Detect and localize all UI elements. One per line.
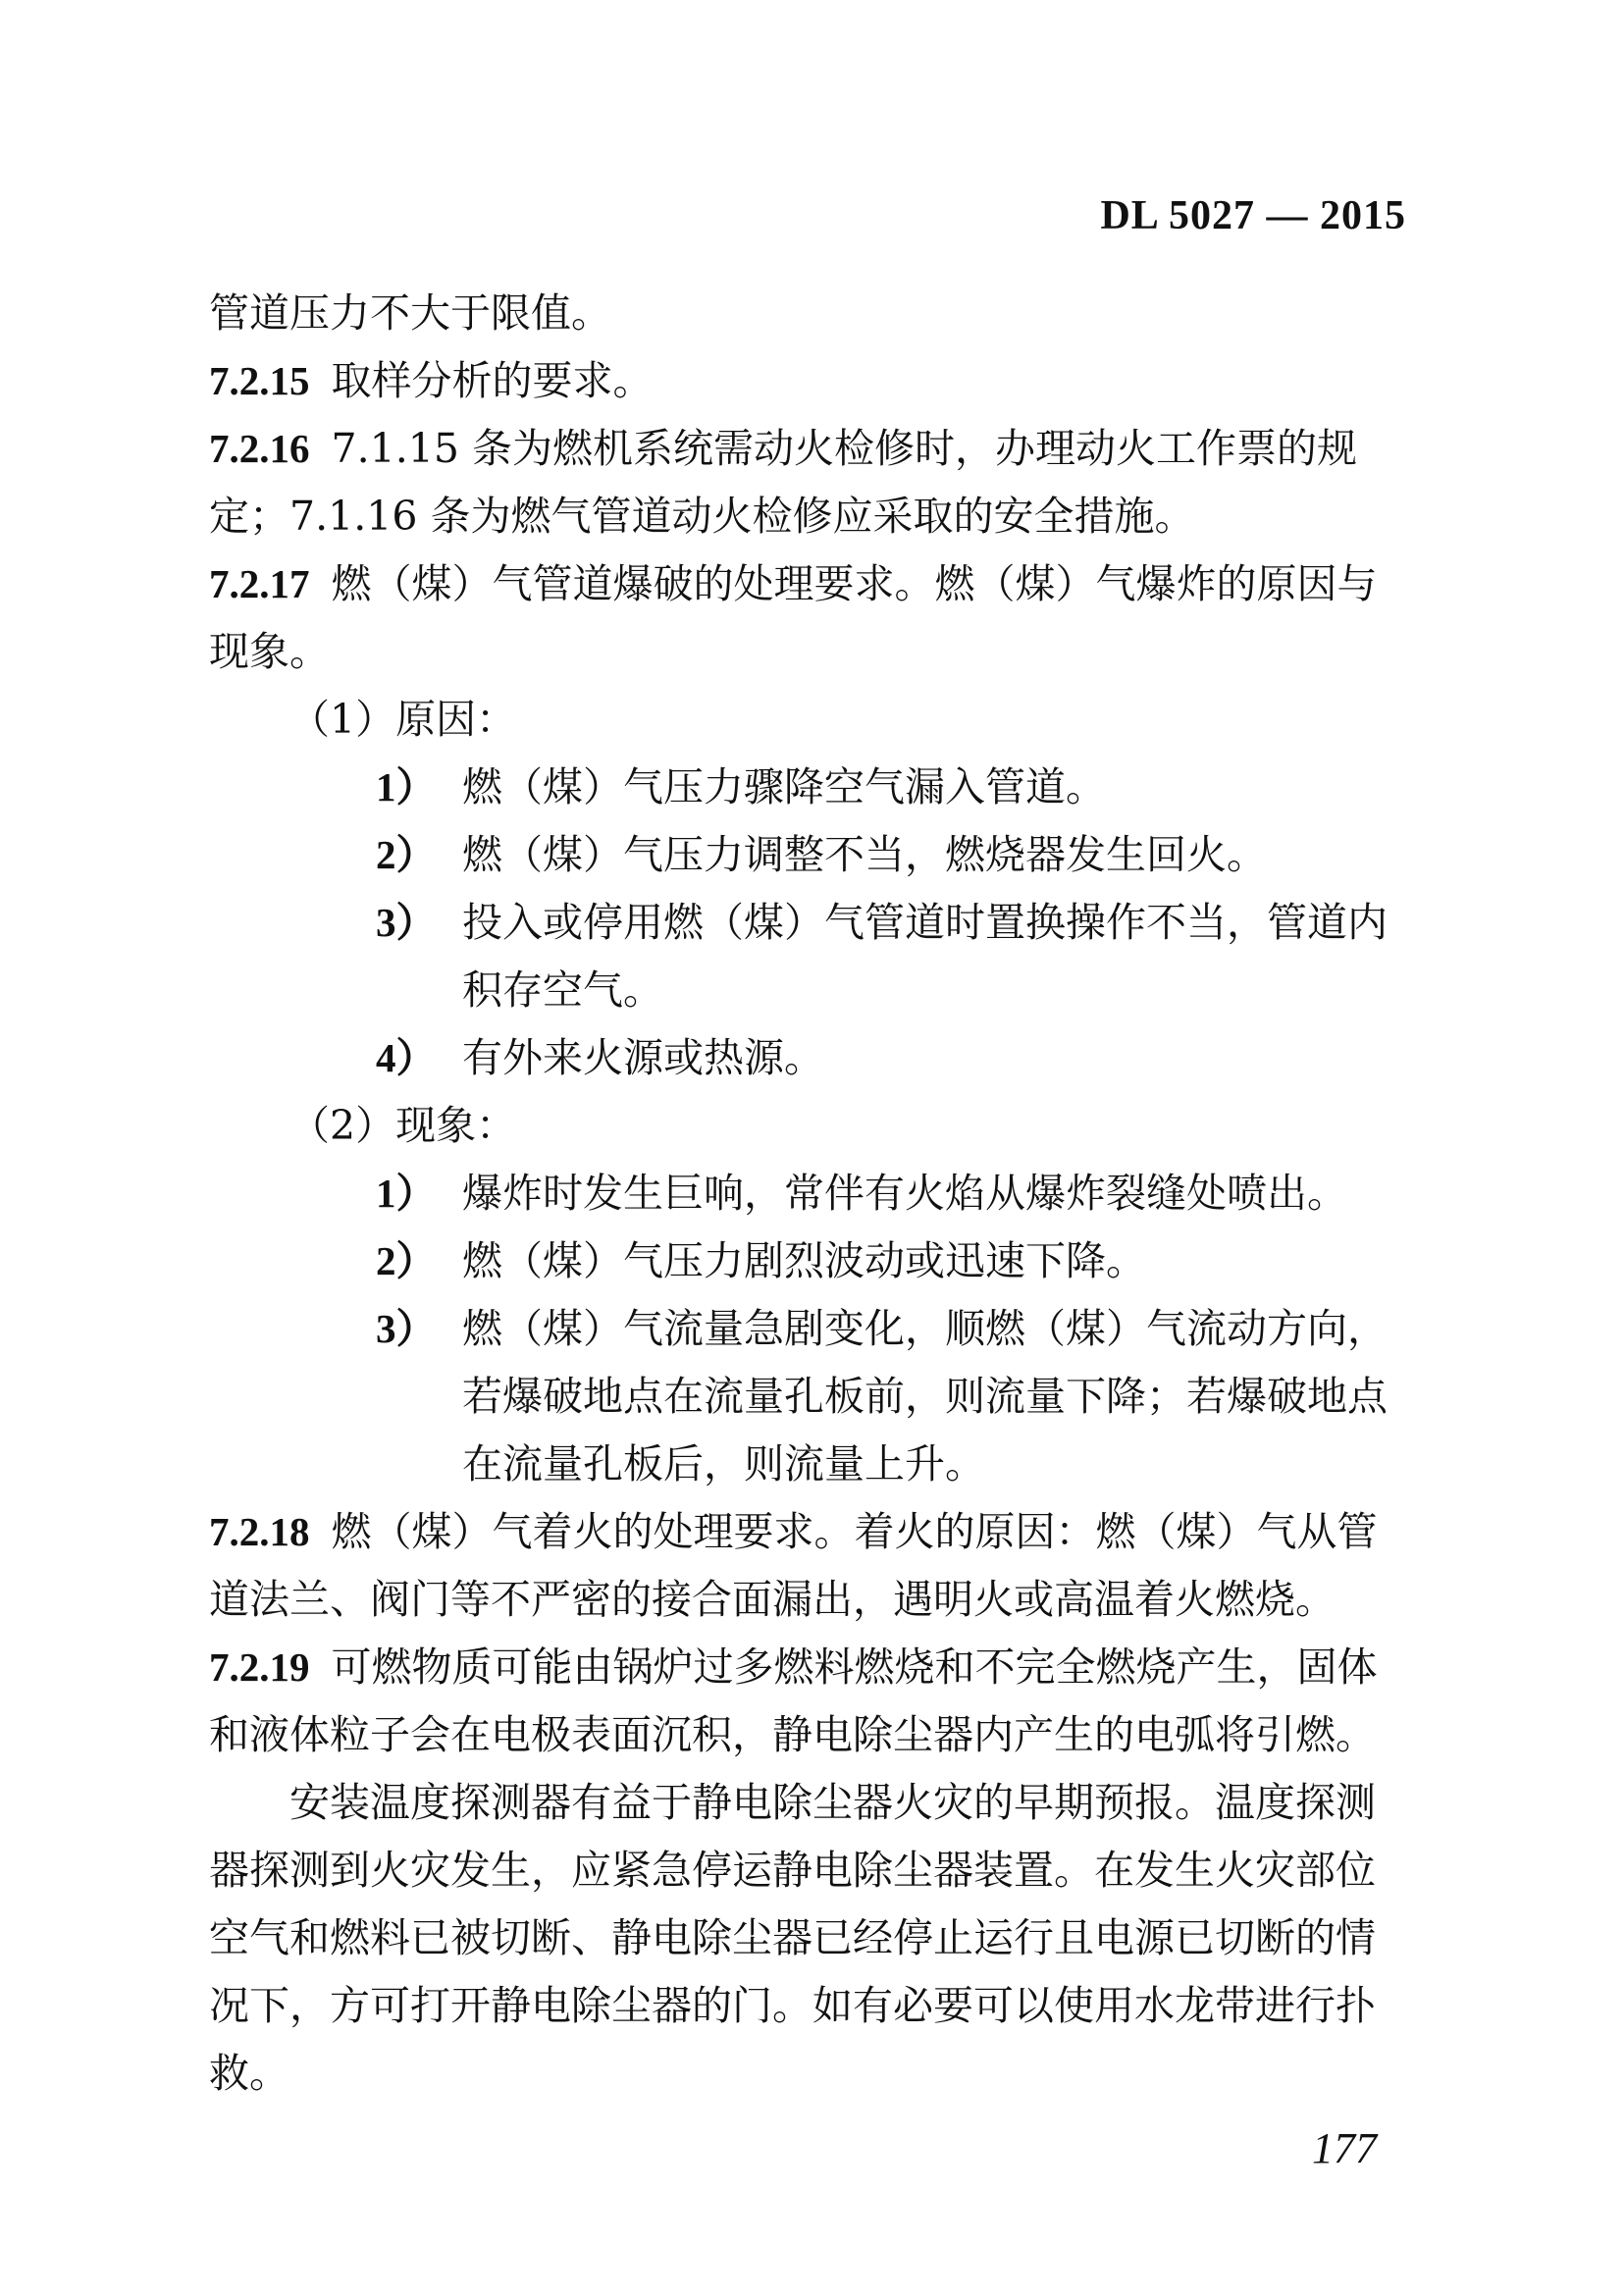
page-number: 177 [1312, 2124, 1377, 2172]
list-item-text: 燃（煤）气流量急剧变化，顺燃（煤）气流动方向，若爆破地点在流量孔板前，则流量下降；若爆破地点在流量孔板后，则流量上升。 [462, 1305, 1388, 1487]
phenomenon-heading: （2）现象： [289, 1102, 517, 1149]
clause-number: 7.2.15 [209, 358, 310, 403]
clause-text: 燃（煤）气管道爆破的处理要求。燃（煤）气爆炸的原因与现象。 [209, 560, 1378, 675]
list-item-number: 1） [376, 1171, 437, 1216]
list-item-text: 有外来火源或热源。 [462, 1034, 824, 1081]
clause-7-2-16 [209, 415, 1408, 550]
list-item-text: 燃（煤）气压力调整不当，燃烧器发生回火。 [462, 831, 1267, 878]
list-item-number: 4） [376, 1035, 437, 1080]
list-item [209, 821, 1408, 889]
clause-7-2-19 [209, 1634, 1408, 1769]
clause-text: 燃（煤）气着火的处理要求。着火的原因：燃（煤）气从管道法兰、阀门等不严密的接合面漏出，遇明火或高温着火燃烧。 [209, 1508, 1378, 1623]
list-item [209, 889, 1408, 1024]
list-item-number: 2） [376, 832, 437, 877]
list-item-number: 3） [376, 1306, 437, 1351]
clause-text: 7.1.15 条为燃机系统需动火检修时，办理动火工作票的规定；7.1.16 条为燃气管道动火检修应采取的安全措施。 [209, 425, 1357, 540]
list-item [209, 1024, 1408, 1092]
document-body [209, 280, 1408, 2108]
body-paragraph: 安装温度探测器有益于静电除尘器火灾的早期预报。温度探测器探测到火灾发生，应紧急停运静电除尘器装置。在发生火灾部位空气和燃料已被切断、静电除尘器已经停止运行且电源已切断的情况下，方可打开静电除尘器的门。如有必要可以使用水龙带进行扑救。 [209, 1779, 1376, 2097]
list-item-number: 1） [376, 764, 437, 809]
clause-text: 可燃物质可能由锅炉过多燃料燃烧和不完全燃烧产生，固体和液体粒子会在电极表面沉积，静电除尘器内产生的电弧将引燃。 [209, 1643, 1378, 1758]
list-item-text: 燃（煤）气压力骤降空气漏入管道。 [462, 763, 1106, 810]
list-item [209, 1160, 1408, 1227]
list-item-number: 2） [376, 1238, 437, 1283]
clause-number: 7.2.16 [209, 426, 310, 471]
cause-heading: （1）原因： [289, 696, 517, 743]
clause-number: 7.2.17 [209, 561, 310, 606]
clause-7-2-17 [209, 550, 1408, 686]
list-item-text: 投入或停用燃（煤）气管道时置换操作不当，管道内积存空气。 [462, 899, 1388, 1014]
list-item [209, 1295, 1408, 1498]
standard-code: DL 5027 — 2015 [1100, 193, 1406, 238]
list-item-text: 爆炸时发生巨响，常伴有火焰从爆炸裂缝处喷出。 [462, 1170, 1347, 1217]
clause-number: 7.2.18 [209, 1509, 310, 1554]
list-item-number: 3） [376, 900, 437, 945]
list-item [209, 1227, 1408, 1295]
intro-paragraph: 管道压力不大于限值。 [209, 289, 611, 337]
clause-number: 7.2.19 [209, 1644, 310, 1690]
clause-text: 取样分析的要求。 [331, 357, 654, 404]
clause-7-2-15 [209, 347, 1408, 415]
list-item-text: 燃（煤）气压力剧烈波动或迅速下降。 [462, 1237, 1146, 1284]
clause-7-2-18 [209, 1498, 1408, 1634]
list-item [209, 754, 1408, 821]
